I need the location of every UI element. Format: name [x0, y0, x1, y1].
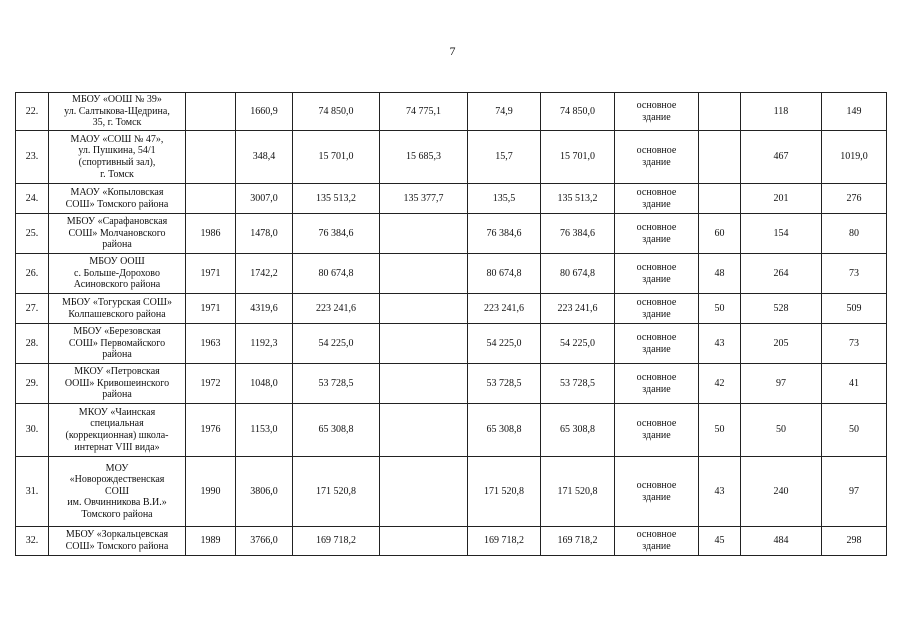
col-12-cell: 509	[822, 294, 887, 324]
cost-local-cell: 171 520,8	[541, 457, 615, 527]
building-type-cell: основное здание	[615, 214, 699, 254]
row-number-cell: 23.	[16, 131, 49, 184]
col-10-cell: 48	[699, 254, 741, 294]
row-number-cell: 24.	[16, 184, 49, 214]
building-type-cell: основное здание	[615, 364, 699, 404]
table-row	[16, 93, 887, 131]
cost-total-cell: 76 384,6	[293, 214, 380, 254]
area-cell: 348,4	[236, 131, 293, 184]
cost-federal-cell	[380, 364, 468, 404]
table-row	[16, 131, 887, 184]
building-type-cell: основное здание	[615, 254, 699, 294]
col-11-cell: 118	[741, 93, 822, 131]
col-11-cell: 201	[741, 184, 822, 214]
col-11-cell: 528	[741, 294, 822, 324]
col-12-cell: 73	[822, 254, 887, 294]
cost-regional-cell: 74,9	[468, 93, 541, 131]
area-cell: 1478,0	[236, 214, 293, 254]
school-name-cell: МБОУ «Сарафановская СОШ» Молчановского района	[49, 214, 186, 254]
building-type-cell: основное здание	[615, 184, 699, 214]
col-11-cell: 50	[741, 404, 822, 457]
area-cell: 1742,2	[236, 254, 293, 294]
year-built-cell: 1989	[186, 527, 236, 556]
col-10-cell: 60	[699, 214, 741, 254]
cost-total-cell: 54 225,0	[293, 324, 380, 364]
year-built-cell	[186, 184, 236, 214]
cost-regional-cell: 171 520,8	[468, 457, 541, 527]
cost-local-cell: 53 728,5	[541, 364, 615, 404]
area-cell: 3766,0	[236, 527, 293, 556]
cost-local-cell: 65 308,8	[541, 404, 615, 457]
school-name-cell: МКОУ «Чаинская специальная (коррекционная) школа- интернат VIII вида»	[49, 404, 186, 457]
school-name-cell: МБОУ «Березовская СОШ» Первомайского района	[49, 324, 186, 364]
col-12-cell: 50	[822, 404, 887, 457]
col-12-cell: 1019,0	[822, 131, 887, 184]
year-built-cell: 1971	[186, 294, 236, 324]
school-name-cell: МБОУ «ООШ № 39» ул. Салтыкова-Щедрина, 35, г. Томск	[49, 93, 186, 131]
building-type-cell: основное здание	[615, 93, 699, 131]
table-row	[16, 184, 887, 214]
cost-local-cell: 169 718,2	[541, 527, 615, 556]
table-row	[16, 457, 887, 527]
area-cell: 4319,6	[236, 294, 293, 324]
col-11-cell: 205	[741, 324, 822, 364]
row-number-cell: 32.	[16, 527, 49, 556]
col-12-cell: 73	[822, 324, 887, 364]
cost-local-cell: 74 850,0	[541, 93, 615, 131]
cost-federal-cell: 15 685,3	[380, 131, 468, 184]
year-built-cell	[186, 131, 236, 184]
col-10-cell: 43	[699, 324, 741, 364]
cost-local-cell: 76 384,6	[541, 214, 615, 254]
row-number-cell: 30.	[16, 404, 49, 457]
area-cell: 1048,0	[236, 364, 293, 404]
building-type-cell: основное здание	[615, 527, 699, 556]
building-type-cell: основное здание	[615, 324, 699, 364]
cost-federal-cell	[380, 254, 468, 294]
col-10-cell: 42	[699, 364, 741, 404]
row-number-cell: 27.	[16, 294, 49, 324]
table-row	[16, 294, 887, 324]
school-name-cell: МБОУ «Зоркальцевская СОШ» Томского района	[49, 527, 186, 556]
col-10-cell: 43	[699, 457, 741, 527]
page-number: 7	[449, 44, 456, 58]
school-name-cell: МАОУ «Копыловская СОШ» Томского района	[49, 184, 186, 214]
school-name-cell: МОУ «Новорождественская СОШ им. Овчинникова В.И.» Томского района	[49, 457, 186, 527]
cost-total-cell: 169 718,2	[293, 527, 380, 556]
school-name-cell: МБОУ ООШ с. Больше-Дорохово Асиновского района	[49, 254, 186, 294]
cost-regional-cell: 223 241,6	[468, 294, 541, 324]
cost-regional-cell: 53 728,5	[468, 364, 541, 404]
year-built-cell: 1986	[186, 214, 236, 254]
area-cell: 1153,0	[236, 404, 293, 457]
cost-regional-cell: 80 674,8	[468, 254, 541, 294]
cost-regional-cell: 65 308,8	[468, 404, 541, 457]
col-11-cell: 264	[741, 254, 822, 294]
row-number-cell: 26.	[16, 254, 49, 294]
building-type-cell: основное здание	[615, 457, 699, 527]
cost-federal-cell	[380, 404, 468, 457]
building-type-cell: основное здание	[615, 131, 699, 184]
area-cell: 1192,3	[236, 324, 293, 364]
cost-local-cell: 54 225,0	[541, 324, 615, 364]
table-row	[16, 324, 887, 364]
cost-total-cell: 80 674,8	[293, 254, 380, 294]
year-built-cell: 1972	[186, 364, 236, 404]
cost-total-cell: 223 241,6	[293, 294, 380, 324]
table-row	[16, 404, 887, 457]
cost-regional-cell: 169 718,2	[468, 527, 541, 556]
cost-regional-cell: 76 384,6	[468, 214, 541, 254]
col-11-cell: 484	[741, 527, 822, 556]
cost-federal-cell: 74 775,1	[380, 93, 468, 131]
year-built-cell: 1976	[186, 404, 236, 457]
cost-regional-cell: 54 225,0	[468, 324, 541, 364]
col-10-cell: 45	[699, 527, 741, 556]
schools-table	[15, 92, 887, 556]
cost-federal-cell	[380, 527, 468, 556]
school-name-cell: МАОУ «СОШ № 47», ул. Пушкина, 54/1 (спортивный зал), г. Томск	[49, 131, 186, 184]
col-10-cell: 50	[699, 294, 741, 324]
col-12-cell: 298	[822, 527, 887, 556]
building-type-cell: основное здание	[615, 404, 699, 457]
cost-local-cell: 223 241,6	[541, 294, 615, 324]
col-10-cell	[699, 93, 741, 131]
col-12-cell: 149	[822, 93, 887, 131]
cost-regional-cell: 15,7	[468, 131, 541, 184]
row-number-cell: 25.	[16, 214, 49, 254]
school-name-cell: МБОУ «Тогурская СОШ» Колпашевского района	[49, 294, 186, 324]
building-type-cell: основное здание	[615, 294, 699, 324]
col-12-cell: 80	[822, 214, 887, 254]
cost-federal-cell	[380, 294, 468, 324]
year-built-cell	[186, 93, 236, 131]
table-row	[16, 214, 887, 254]
cost-total-cell: 65 308,8	[293, 404, 380, 457]
col-11-cell: 240	[741, 457, 822, 527]
row-number-cell: 28.	[16, 324, 49, 364]
cost-local-cell: 15 701,0	[541, 131, 615, 184]
table-row	[16, 364, 887, 404]
col-11-cell: 154	[741, 214, 822, 254]
school-name-cell: МКОУ «Петровская ООШ» Кривошеинского района	[49, 364, 186, 404]
row-number-cell: 22.	[16, 93, 49, 131]
year-built-cell: 1971	[186, 254, 236, 294]
row-number-cell: 29.	[16, 364, 49, 404]
col-10-cell: 50	[699, 404, 741, 457]
col-12-cell: 97	[822, 457, 887, 527]
table-row	[16, 254, 887, 294]
area-cell: 3806,0	[236, 457, 293, 527]
col-10-cell	[699, 184, 741, 214]
cost-total-cell: 74 850,0	[293, 93, 380, 131]
cost-local-cell: 80 674,8	[541, 254, 615, 294]
cost-total-cell: 53 728,5	[293, 364, 380, 404]
col-11-cell: 97	[741, 364, 822, 404]
year-built-cell: 1990	[186, 457, 236, 527]
cost-regional-cell: 135,5	[468, 184, 541, 214]
col-12-cell: 41	[822, 364, 887, 404]
cost-local-cell: 135 513,2	[541, 184, 615, 214]
cost-federal-cell	[380, 214, 468, 254]
cost-federal-cell	[380, 457, 468, 527]
cost-total-cell: 15 701,0	[293, 131, 380, 184]
area-cell: 3007,0	[236, 184, 293, 214]
year-built-cell: 1963	[186, 324, 236, 364]
row-number-cell: 31.	[16, 457, 49, 527]
cost-total-cell: 135 513,2	[293, 184, 380, 214]
cost-total-cell: 171 520,8	[293, 457, 380, 527]
table-row	[16, 527, 887, 556]
col-12-cell: 276	[822, 184, 887, 214]
col-11-cell: 467	[741, 131, 822, 184]
cost-federal-cell	[380, 324, 468, 364]
area-cell: 1660,9	[236, 93, 293, 131]
col-10-cell	[699, 131, 741, 184]
cost-federal-cell: 135 377,7	[380, 184, 468, 214]
